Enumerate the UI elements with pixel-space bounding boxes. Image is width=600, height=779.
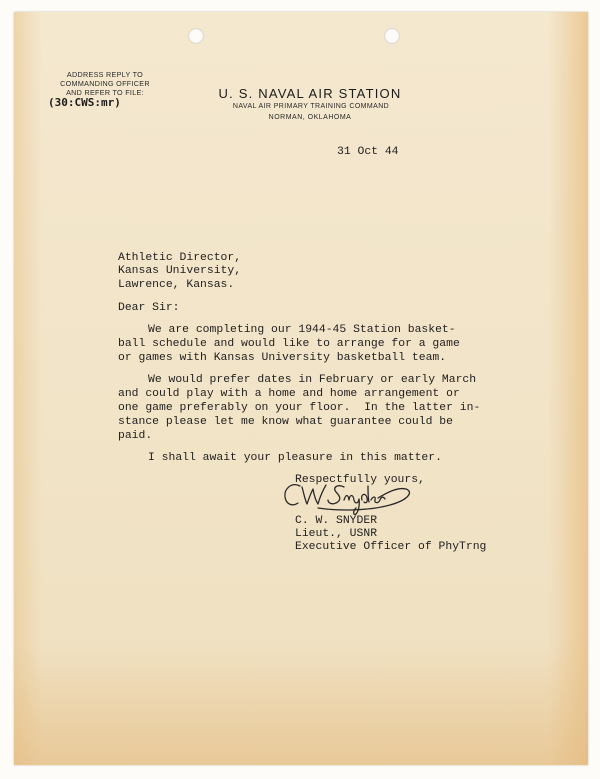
recipient-line: Athletic Director, <box>118 252 242 264</box>
recipient-line: Lawrence, Kansas. <box>118 279 235 291</box>
punch-hole-right <box>384 28 400 44</box>
paragraph-2-line: We would prefer dates in February or early March <box>148 374 477 386</box>
paragraph-2-line: and could play with a home and home arrangement or <box>118 388 460 400</box>
paragraph-2-line: one game preferably on your floor. In the latter in- <box>118 402 481 414</box>
station-location: NORMAN, OKLAHOMA <box>268 114 352 121</box>
signer-title: Executive Officer of PhyTrng <box>295 541 487 553</box>
punch-hole-left <box>188 28 204 44</box>
recipient-line: Kansas University, <box>118 265 242 277</box>
signer-name: C. W. SNYDER <box>295 515 378 527</box>
paragraph-1-line: or games with Kansas University basketball team. <box>118 352 447 364</box>
command-name: NAVAL AIR PRIMARY TRAINING COMMAND <box>232 103 390 110</box>
paragraph-1-line: ball schedule and would like to arrange for a game <box>118 338 460 350</box>
reply-instruction-line: AND REFER TO FILE: <box>66 88 144 97</box>
paragraph-1-line: We are completing our 1944-45 Station basket- <box>148 324 456 336</box>
paper-stain-bottom <box>14 645 588 765</box>
paragraph-2-line: stance please let me know what guarantee could be <box>118 416 453 428</box>
handwritten-signature <box>278 478 428 520</box>
paragraph-3: I shall await your pleasure in this matter. <box>148 452 442 464</box>
letter-date: 31 Oct 44 <box>337 146 399 158</box>
closing: Respectfully yours, <box>295 474 425 486</box>
reply-instruction-line: ADDRESS REPLY TO <box>66 70 144 79</box>
paragraph-2-line: paid. <box>118 430 153 442</box>
reply-instruction <box>50 70 160 97</box>
signer-rank: Lieut., USNR <box>295 528 378 540</box>
station-name: U. S. NAVAL AIR STATION <box>218 86 402 101</box>
file-reference: (30:CWS:mr) <box>48 96 121 109</box>
reply-instruction-line: COMMANDING OFFICER <box>60 79 150 88</box>
salutation: Dear Sir: <box>118 302 180 314</box>
